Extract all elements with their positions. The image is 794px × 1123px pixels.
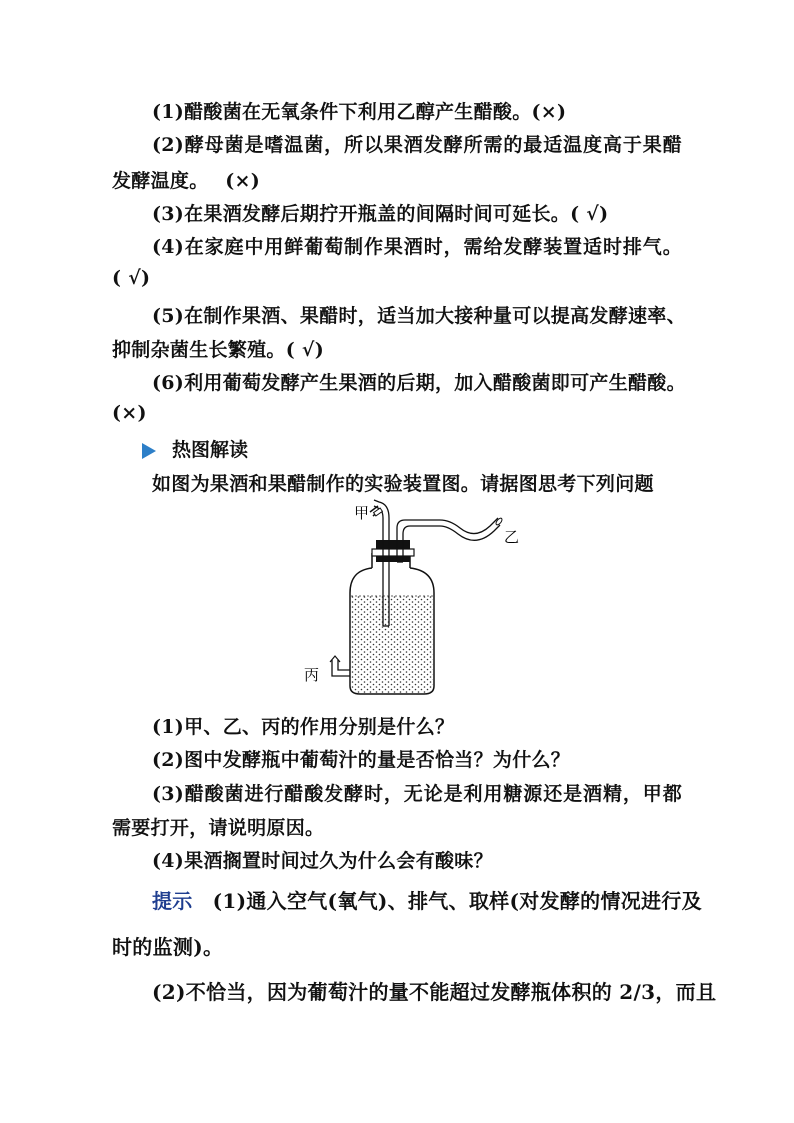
question-3-line-2: 需要打开，请说明原因。 [112, 817, 325, 839]
hint-line-3: (2)不恰当，因为葡萄汁的量不能超过发酵瓶体积的 2/3，而且 [152, 980, 717, 1004]
hint-answer-1: (1)通入空气(氧气)、排气、取样(对发酵的情况进行及 [212, 889, 702, 913]
hint-label: 提示 [152, 889, 193, 913]
hint-line-2: 时的监测)。 [112, 935, 224, 959]
statement-2-line-1: (2)酵母菌是嗜温菌，所以果酒发酵所需的最适温度高于果醋 [152, 134, 682, 156]
statement-1: (1)醋酸菌在无氧条件下利用乙醇产生醋酸。(×) [152, 101, 567, 123]
question-4: (4)果酒搁置时间过久为什么会有酸味？ [152, 850, 493, 872]
label-jia: 甲 [354, 504, 370, 522]
diagram-intro: 如图为果酒和果醋制作的实验装置图。请据图思考下列问题 [152, 473, 654, 495]
statement-6-line-1: (6)利用葡萄发酵产生果酒的后期，加入醋酸菌即可产生醋酸。 [152, 372, 686, 394]
label-bing: 丙 [304, 666, 320, 684]
question-1: (1)甲、乙、丙的作用分别是什么？ [152, 716, 455, 738]
question-2: (2)图中发酵瓶中葡萄汁的量是否恰当？为什么？ [152, 749, 571, 771]
triangle-arrow-icon [142, 443, 156, 459]
section-heading [142, 435, 248, 462]
statement-4-line-2: ( √) [112, 267, 151, 289]
statement-2-line-2: 发酵温度。 (×) [112, 170, 261, 192]
fermentation-apparatus-diagram [300, 498, 530, 698]
label-yi: 乙 [504, 528, 520, 546]
statement-5-line-1: (5)在制作果酒、果醋时，适当加大接种量可以提高发酵速率、 [152, 305, 686, 327]
statement-6-line-2: (×) [112, 402, 147, 424]
statement-4-line-1: (4)在家庭中用鲜葡萄制作果酒时，需给发酵装置适时排气。 [152, 236, 682, 258]
fermentation-bottle [350, 553, 434, 694]
statement-3: (3)在果酒发酵后期拧开瓶盖的间隔时间可延长。( √) [152, 203, 609, 225]
section-title: 热图解读 [172, 439, 249, 461]
statement-5-line-2: 抑制杂菌生长繁殖。( √) [112, 339, 324, 361]
rubber-stopper [372, 540, 414, 562]
sampling-outlet [330, 656, 350, 676]
question-3-line-1: (3)醋酸菌进行醋酸发酵时，无论是利用糖源还是酒精，甲都 [152, 783, 682, 805]
hint-line-1 [152, 885, 702, 914]
